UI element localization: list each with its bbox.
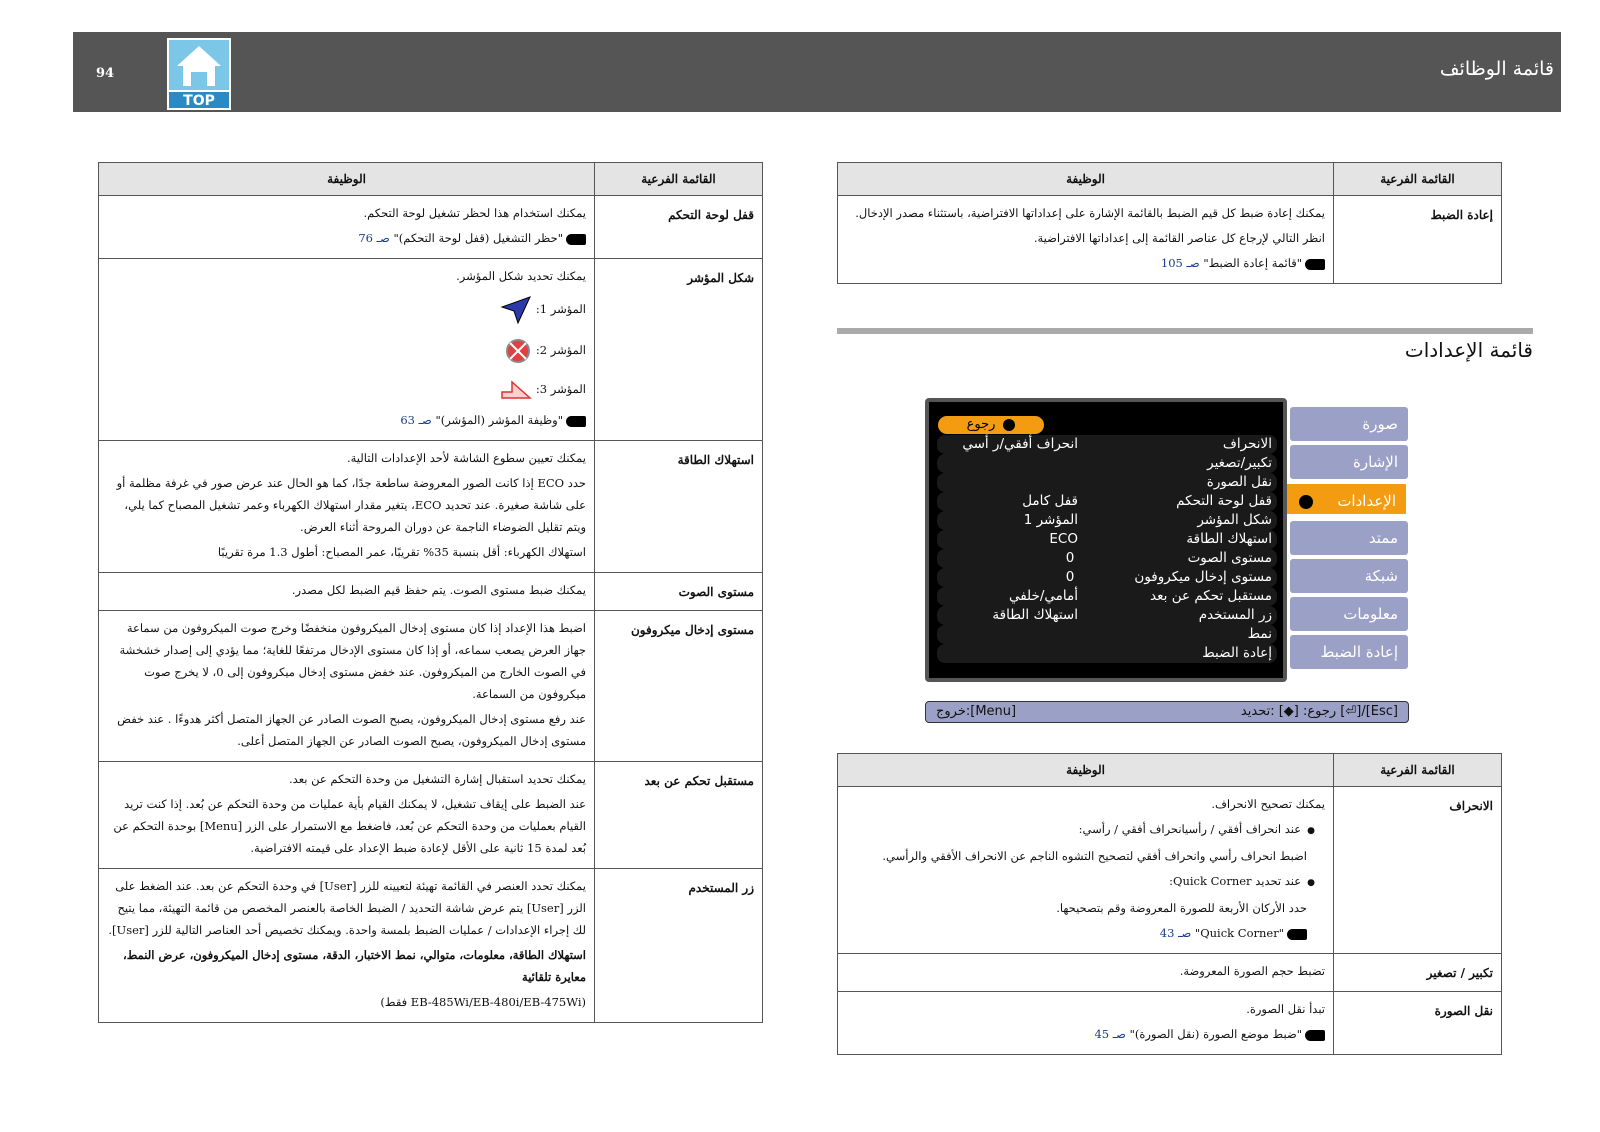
menu-tab-info[interactable]: معلومات: [1290, 597, 1408, 631]
reset-line-2: انظر التالي لإرجاع كل عناصر القائمة إلى إعداداتها الافتراضية.: [1033, 231, 1325, 245]
menu-value: أمامي/خلفي: [1008, 588, 1078, 604]
col-sub-header: القائمة الفرعية: [595, 163, 763, 196]
pointing-hand-icon: [1305, 1030, 1325, 1041]
page-number: 94: [96, 66, 115, 81]
sub-label: زر المستخدم: [595, 869, 763, 1023]
row-text: عند رفع مستوى إدخال الميكروفون، يصبح الصوت الصادر عن الجهاز المتصل أكثر هدوءًا . عند خفض مستوى إدخال الميكروفون، يصبح الصوت الصادر عن الجهاز المتصل أعلى.: [117, 712, 586, 748]
pointing-hand-icon: [566, 234, 586, 245]
row-text: (EB-485Wi/EB-480i/EB-475Wi فقط): [380, 995, 586, 1009]
pointer-2-label: المؤشر 2:: [535, 343, 586, 357]
page-link[interactable]: صـ 45: [1094, 1027, 1126, 1041]
menu-tab-signal[interactable]: الإشارة: [1290, 445, 1408, 479]
row-text: حدد ECO إذا كانت الصور المعروضة ساطعة جدًا، كما هو الحال عند عرض صور في غرفة مظلمة أو على شاشة صغيرة. عند تحديد ECO، يتغير مقدار استهلاك الكهرباء وعمر تشغيل المصباح كما يلي، ويتم تقليل الضوضاء الناجمة عن دوران المروحة أثناء العرض.: [116, 476, 586, 534]
row-text: يمكنك تحديد استقبال إشارة التشغيل من وحدة التحكم عن بعد.: [289, 772, 586, 786]
sub-label: إعادة الضبط: [1334, 196, 1502, 284]
pointing-hand-icon: [566, 416, 586, 427]
menu-item[interactable]: زر المستخدم: [1198, 607, 1272, 623]
bullet: ● عند تحديد Quick Corner:: [846, 870, 1325, 894]
pointing-hand-icon: [1305, 259, 1325, 270]
table-row: [99, 762, 763, 869]
menu-item[interactable]: الانحراف: [1222, 436, 1272, 452]
menu-value: 0: [1065, 569, 1075, 585]
row-text: تضبط حجم الصورة المعروضة.: [1179, 964, 1325, 978]
col-sub-header: القائمة الفرعية: [1334, 163, 1502, 196]
menu-item[interactable]: مستوى إدخال ميكروفون: [1134, 569, 1272, 585]
menu-tab-settings[interactable]: [1277, 482, 1408, 516]
page-title: قائمة الوظائف: [1439, 58, 1554, 80]
header-bar: [73, 32, 1561, 112]
menu-item[interactable]: نمط: [1247, 626, 1272, 642]
row-text: تبدأ نقل الصورة.: [1246, 1002, 1325, 1016]
pointer-target-icon: [504, 337, 532, 365]
menu-value: المؤشر 1: [1023, 512, 1078, 528]
top-label: TOP: [183, 93, 215, 109]
sub-label: استهلاك الطاقة: [595, 441, 763, 573]
table-row: [838, 196, 1502, 284]
ref-text: "قائمة إعادة الضبط": [1203, 256, 1302, 270]
bullet-text: حدد الأركان الأربعة للصورة المعروضة وقم بتصحيحها.: [1056, 901, 1307, 915]
page-link[interactable]: صـ 63: [400, 413, 432, 427]
bullet-text: اضبط انحراف رأسي وانحراف أفقي لتصحيح التشوه الناجم عن الانحراف الأفقي والرأسي.: [882, 849, 1307, 863]
table-row: [99, 611, 763, 762]
table-row: [838, 787, 1502, 954]
col-func-header: الوظيفة: [838, 163, 1334, 196]
pointing-hand-icon: [1287, 929, 1307, 940]
enter-icon: [1299, 495, 1313, 509]
status-nav: [Esc]/[⏎] رجوع: [◆] :تحديد: [1240, 704, 1398, 719]
ref-text: "حظر التشغيل (قفل لوحة التحكم)": [393, 231, 563, 245]
menu-tab-network[interactable]: شبكة: [1290, 559, 1408, 593]
menu-item[interactable]: إعادة الضبط: [1202, 645, 1272, 661]
menu-item[interactable]: مستوى الصوت: [1187, 550, 1272, 566]
menu-value: قفل كامل: [1022, 493, 1078, 509]
menu-item[interactable]: نقل الصورة: [1206, 474, 1272, 490]
pointer-3-label: المؤشر 3:: [535, 382, 586, 396]
menu-value: استهلاك الطاقة: [992, 607, 1078, 623]
settings-table-continued: [98, 162, 763, 1023]
table-row: [99, 259, 763, 441]
row-text: استهلاك الكهرباء: أقل بنسبة 35% تقريبًا، عمر المصباح: أطول 1.3 مرة تقريبًا: [217, 545, 586, 559]
menu-status-bar: [925, 701, 1409, 723]
reset-line-1: يمكنك إعادة ضبط كل قيم الضبط بالقائمة الإشارة على إعداداتها الافتراضية، باستثناء مصدر الإدخال.: [855, 206, 1325, 220]
sub-label: تكبير / تصغير: [1334, 954, 1502, 992]
enter-icon: [1003, 419, 1015, 431]
row-text: اضبط هذا الإعداد إذا كان مستوى إدخال الميكروفون منخفضًا وخرج صوت الميكروفون من سماعة جهاز العرض يصعب سماعه، أو إذا كان مستوى الإدخال مرتفعًا للغاية؛ مما يؤدي إلى إصدار خشخشة في الصوت الخارج من الميكروفون. عند خفض مستوى إدخال ميكروفون إلى 0، لا يخرج صوت ميكروفون من السماعة.: [119, 621, 586, 701]
table-row: [99, 869, 763, 1023]
col-func-header: الوظيفة: [838, 754, 1334, 787]
menu-tab-extended[interactable]: ممتد: [1290, 521, 1408, 555]
menu-tab-image[interactable]: صورة: [1290, 407, 1408, 441]
top-home-icon[interactable]: [167, 38, 231, 110]
menu-item[interactable]: قفل لوحة التحكم: [1176, 493, 1272, 509]
back-button[interactable]: [938, 416, 1044, 434]
pointer-1-label: المؤشر 1:: [535, 302, 586, 316]
pointer-wedge-icon: [500, 380, 532, 400]
row-text: يمكنك استخدام هذا لحظر تشغيل لوحة التحكم.: [363, 206, 586, 220]
menu-item[interactable]: تكبير/تصغير: [1207, 455, 1272, 471]
sub-label: شكل المؤشر: [595, 259, 763, 441]
menu-value: انحراف أفقي/ر أسي: [962, 436, 1078, 452]
col-sub-header: القائمة الفرعية: [1334, 754, 1502, 787]
sub-label: الانحراف: [1334, 787, 1502, 954]
menu-item[interactable]: شكل المؤشر: [1197, 512, 1272, 528]
table-row: [99, 441, 763, 573]
table-row: [99, 573, 763, 611]
page-link[interactable]: صـ 43: [1159, 926, 1192, 940]
sub-label: مستوى الصوت: [595, 573, 763, 611]
sub-label: نقل الصورة: [1334, 992, 1502, 1055]
page-link[interactable]: صـ 76: [358, 231, 390, 245]
menu-value: 0: [1065, 550, 1075, 566]
sub-label: قفل لوحة التحكم: [595, 196, 763, 259]
row-text: استهلاك الطاقة، معلومات، متوالي، نمط الاختبار، الدقة، مستوى إدخال الميكروفون، عرض النمط، معايرة تلقائية: [123, 948, 586, 984]
menu-tab-reset[interactable]: إعادة الضبط: [1290, 635, 1408, 669]
row-text: يمكنك تحديد شكل المؤشر.: [456, 269, 586, 283]
sub-label: مستوى إدخال ميكروفون: [595, 611, 763, 762]
row-text: يمكنك تعيين سطوع الشاشة لأحد الإعدادات التالية.: [346, 451, 586, 465]
settings-table: [837, 753, 1502, 1055]
pointer-arrow-icon: [500, 295, 532, 325]
ref-text: "وظيفة المؤشر (المؤشر)": [435, 413, 563, 427]
row-text: يمكنك ضبط مستوى الصوت. يتم حفظ قيم الضبط لكل مصدر.: [291, 583, 586, 597]
menu-item[interactable]: استهلاك الطاقة: [1186, 531, 1272, 547]
row-text: عند الضبط على إيقاف تشغيل، لا يمكنك القيام بأية عمليات من وحدة التحكم عن بُعد. إذا كنت تريد القيام بعمليات من وحدة التحكم عن بُعد، فاضغط مع الاستمرار على الزر [Menu] بوحدة التحكم عن بُعد لمدة 15 ثانية على الأقل لإعادة ضبط الإعداد على قيمته الافتراضية.: [113, 797, 586, 855]
back-label: رجوع: [966, 417, 996, 432]
status-exit: خروج:[Menu]: [936, 704, 1017, 719]
table-row: [838, 954, 1502, 992]
row-text: يمكنك تحدد العنصر في القائمة تهيئة لتعيينه للزر [User] في وحدة التحكم عن بعد. عند الضغط على الزر [User] يتم عرض شاشة التحديد / الضبط الخاصة بالعنصر المخصص من قائمة التهيئة، مما يتيح لك إجراء الإعدادات / عمليات الضبط بلمسة واحدة. ويمكنك تخصيص أحد العناصر التالية للزر [User].: [108, 879, 586, 937]
menu-value: ECO: [1049, 531, 1078, 547]
sub-label: مستقبل تحكم عن بعد: [595, 762, 763, 869]
table-row: [99, 196, 763, 259]
menu-tab-label: الإعدادات: [1337, 492, 1396, 510]
row-text: يمكنك تصحيح الانحراف.: [1211, 797, 1325, 811]
col-func-header: الوظيفة: [99, 163, 595, 196]
section-divider: [837, 328, 1533, 334]
page-link[interactable]: صـ 105: [1160, 256, 1200, 270]
table-row: [838, 992, 1502, 1055]
ref-text: "Quick Corner": [1194, 926, 1284, 940]
section-title: قائمة الإعدادات: [1404, 338, 1533, 362]
ref-text: "ضبط موضع الصورة (نقل الصورة)": [1129, 1027, 1302, 1041]
reset-table: [837, 162, 1502, 284]
menu-item[interactable]: مستقبل تحكم عن بعد: [1150, 588, 1272, 604]
bullet: ● عند انحراف أفقي / رأسيانحراف أفقي / رأسي:: [846, 818, 1325, 842]
